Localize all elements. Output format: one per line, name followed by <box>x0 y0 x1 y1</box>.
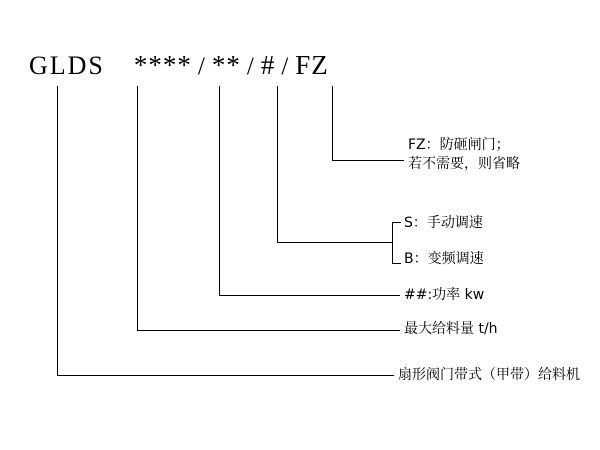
annotation-capacity-line-1: 最大给料量 t/h <box>404 321 498 337</box>
annotation-fz <box>408 136 520 174</box>
leader-vertical-fz <box>332 86 333 160</box>
annotation-machine <box>398 366 580 385</box>
leader-vertical-power <box>219 86 220 295</box>
annotation-power-line-1: ##:功率 kw <box>404 287 485 303</box>
annotation-speed-vfd <box>404 250 484 269</box>
annotation-fz-line-1: FZ：防砸闸门； <box>408 137 510 153</box>
code-token-series: GLDS <box>29 51 105 80</box>
annotation-capacity <box>404 320 498 339</box>
bracket-speed-options <box>392 222 401 264</box>
code-token-separator-3: / <box>281 53 290 80</box>
annotation-speed-manual-line-1: S：手动调速 <box>404 215 483 231</box>
leader-horizontal-speed <box>277 242 392 243</box>
model-code <box>26 50 332 81</box>
code-token-power-digits: ** <box>211 50 241 80</box>
leader-horizontal-fz <box>332 160 404 161</box>
annotation-power <box>404 286 484 305</box>
code-token-capacity-digits: **** <box>133 50 192 80</box>
code-token-speed-mark: # <box>260 50 276 80</box>
leader-horizontal-machine <box>57 375 394 376</box>
leader-vertical-capacity <box>137 86 138 330</box>
code-token-separator-1: / <box>197 53 206 80</box>
annotation-speed-manual <box>404 214 483 233</box>
code-token-option-fz: FZ <box>295 50 329 80</box>
annotation-fz-line-2: 若不需要，则省略 <box>408 155 520 172</box>
annotation-machine-line-1: 扇形阀门带式（甲带）给料机 <box>398 367 580 383</box>
leader-vertical-speed <box>277 86 278 242</box>
leader-horizontal-power <box>219 295 400 296</box>
code-token-separator-2: / <box>246 53 255 80</box>
leader-vertical-machine <box>57 86 58 375</box>
leader-horizontal-capacity <box>137 330 400 331</box>
annotation-speed-vfd-line-1: B：变频调速 <box>404 251 484 267</box>
